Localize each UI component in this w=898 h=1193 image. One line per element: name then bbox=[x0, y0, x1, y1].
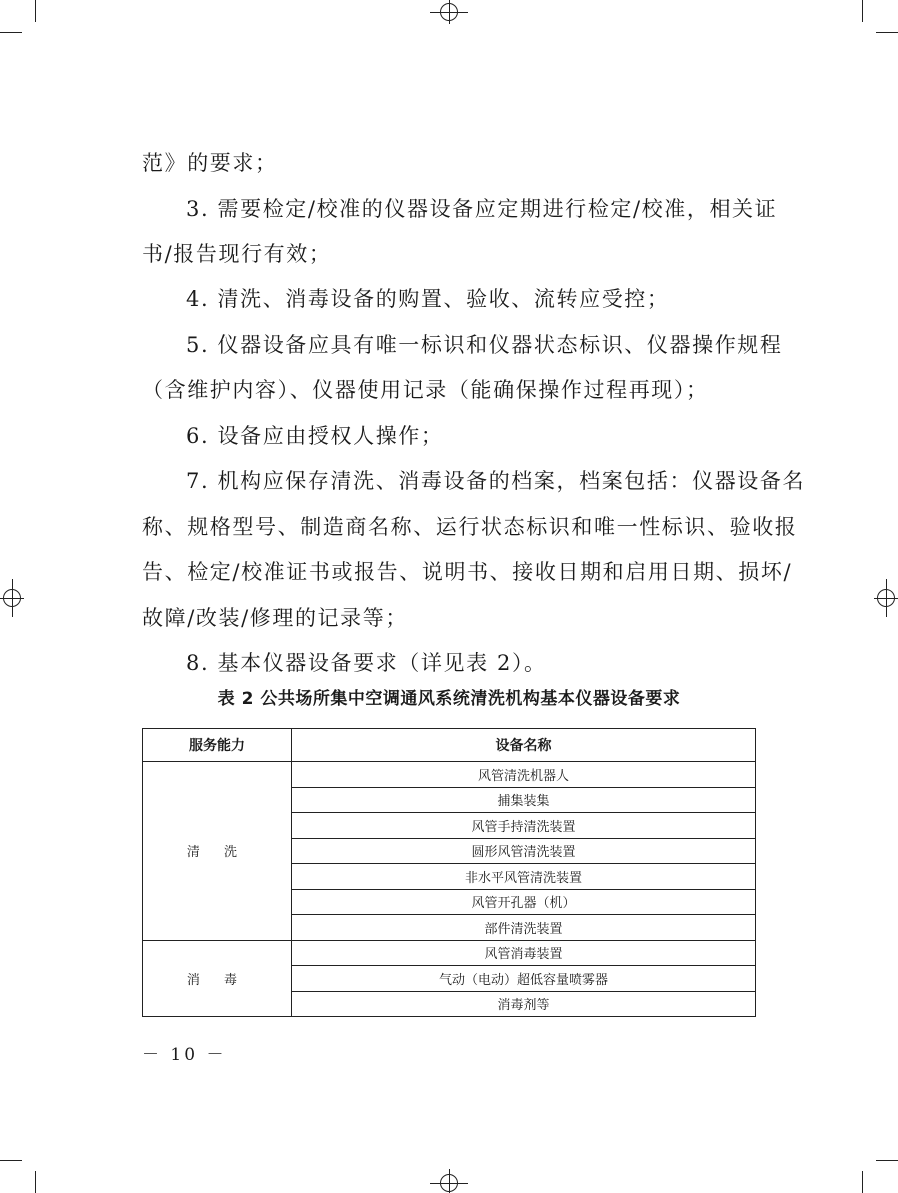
paragraph-line: 5. 仪器设备应具有唯一标识和仪器状态标识、仪器操作规程 bbox=[186, 333, 783, 357]
header-equipment-name: 设备名称 bbox=[292, 729, 756, 762]
equipment-cell: 风管消毒装置 bbox=[292, 940, 756, 966]
equipment-cell: 圆形风管清洗装置 bbox=[292, 838, 756, 864]
equipment-cell: 非水平风管清洗装置 bbox=[292, 864, 756, 890]
paragraph-line: 称、规格型号、制造商名称、运行状态标识和唯一性标识、验收报 bbox=[142, 515, 798, 539]
paragraph-line: 7. 机构应保存清洗、消毒设备的档案，档案包括：仪器设备名 bbox=[186, 469, 806, 493]
equipment-cell: 风管清洗机器人 bbox=[292, 762, 756, 788]
paragraph-line: 书/报告现行有效； bbox=[142, 242, 332, 266]
table-row bbox=[143, 762, 756, 788]
paragraph-line: 4. 清洗、消毒设备的购置、验收、流转应受控； bbox=[186, 287, 670, 311]
category-cleaning: 清 洗 bbox=[143, 762, 292, 941]
equipment-cell: 部件清洗装置 bbox=[292, 915, 756, 941]
table-title: 表 2 公共场所集中空调通风系统清洗机构基本仪器设备要求 bbox=[217, 689, 681, 709]
equipment-cell: 捕集装集 bbox=[292, 787, 756, 813]
table-header-row bbox=[143, 729, 756, 762]
table-row bbox=[143, 940, 756, 966]
paragraph-line: 6. 设备应由授权人操作； bbox=[186, 424, 444, 448]
paragraph-line: 范》的要求； bbox=[142, 151, 278, 175]
page-number: － 10 － bbox=[142, 1045, 227, 1065]
paragraph-line: （含维护内容）、仪器使用记录（能确保操作过程再现）； bbox=[142, 378, 709, 402]
paragraph-line: 8. 基本仪器设备要求（详见表 2）。 bbox=[186, 651, 547, 675]
paragraph-line: 故障/改装/修理的记录等； bbox=[142, 606, 408, 630]
equipment-cell: 风管开孔器（机） bbox=[292, 889, 756, 915]
paragraph-line: 告、检定/校准证书或报告、说明书、接收日期和启用日期、损坏/ bbox=[142, 560, 793, 584]
equipment-cell: 气动（电动）超低容量喷雾器 bbox=[292, 966, 756, 992]
category-disinfection: 消 毒 bbox=[143, 940, 292, 1017]
header-service-capability: 服务能力 bbox=[143, 729, 292, 762]
equipment-table bbox=[142, 728, 756, 1017]
equipment-cell: 风管手持清洗装置 bbox=[292, 813, 756, 839]
equipment-cell: 消毒剂等 bbox=[292, 991, 756, 1017]
paragraph-line: 3. 需要检定/校准的仪器设备应定期进行检定/校准，相关证 bbox=[186, 197, 778, 221]
